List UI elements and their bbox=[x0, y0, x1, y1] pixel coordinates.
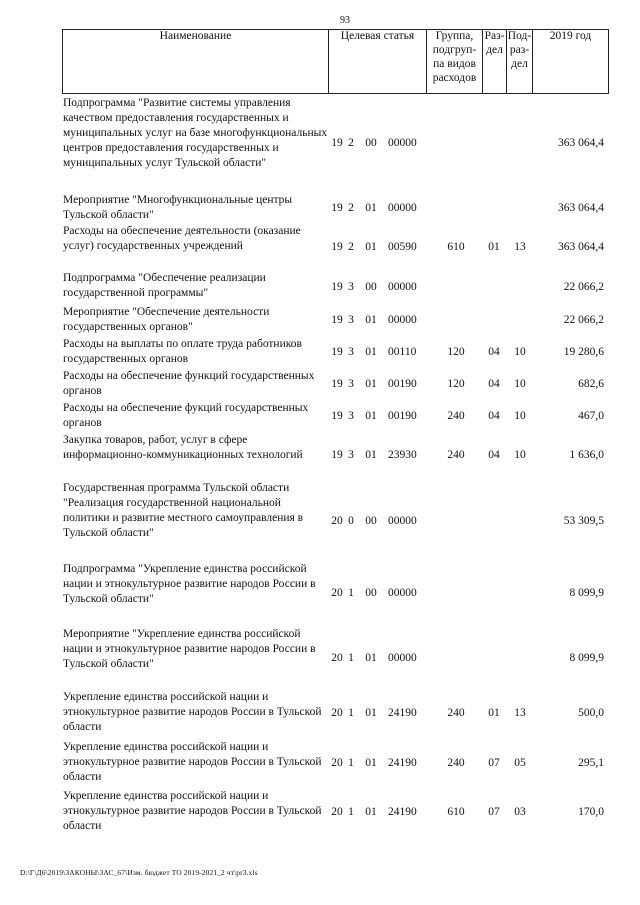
header-name: Наименование bbox=[159, 30, 232, 42]
row-section: 04 bbox=[488, 449, 500, 461]
row-subprogram: 3 bbox=[348, 449, 354, 461]
row-direction: 00000 bbox=[388, 587, 417, 599]
row-amount: 8 099,9 bbox=[569, 652, 604, 664]
row-program: 20 bbox=[331, 652, 343, 664]
row-direction: 00000 bbox=[388, 281, 417, 293]
row-main-event: 01 bbox=[365, 652, 377, 664]
row-main-event: 01 bbox=[365, 314, 377, 326]
row-name: Укрепление единства российской нации и этнокультурное развитие народов России в Тульской области bbox=[63, 741, 322, 783]
row-name: Укрепление единства российской нации и этнокультурное развитие народов России в Тульской области bbox=[63, 790, 322, 832]
row-direction: 24190 bbox=[388, 707, 417, 719]
row-amount: 467,0 bbox=[578, 410, 604, 422]
row-subprogram: 3 bbox=[348, 410, 354, 422]
row-direction: 24190 bbox=[388, 806, 417, 818]
row-subsection: 13 bbox=[514, 707, 526, 719]
row-amount: 19 280,6 bbox=[563, 346, 604, 358]
row-subsection: 10 bbox=[514, 346, 526, 358]
row-amount: 363 064,4 bbox=[558, 202, 604, 214]
row-subsection: 13 bbox=[514, 241, 526, 253]
row-program: 19 bbox=[331, 449, 343, 461]
row-name: Укрепление единства российской нации и этнокультурное развитие народов России в Тульской области bbox=[63, 691, 322, 733]
row-amount: 363 064,4 bbox=[558, 241, 604, 253]
row-direction: 00110 bbox=[388, 346, 417, 358]
row-name: Мероприятие "Многофункциональные центры Тульской области" bbox=[63, 194, 293, 221]
row-section: 04 bbox=[488, 346, 500, 358]
row-group: 240 bbox=[447, 757, 465, 769]
row-direction: 00590 bbox=[388, 241, 417, 253]
row-subprogram: 3 bbox=[348, 378, 354, 390]
row-name: Расходы на обеспечение деятельности (оказание услуг) государственных учреждений bbox=[63, 225, 301, 252]
row-group: 120 bbox=[447, 346, 465, 358]
row-direction: 24190 bbox=[388, 757, 417, 769]
header-group: Группа, подгруп- па видов расходов bbox=[432, 30, 477, 84]
row-subprogram: 3 bbox=[348, 281, 354, 293]
row-group: 240 bbox=[447, 410, 465, 422]
row-program: 19 bbox=[331, 346, 343, 358]
row-name: Расходы на обеспечение функций государственных органов bbox=[63, 370, 315, 397]
row-program: 19 bbox=[331, 137, 343, 149]
row-subprogram: 3 bbox=[348, 314, 354, 326]
row-name: Подпрограмма "Развитие системы управления качеством предоставления государственных и муниципальных услуг на базе многофункциональных центров предоставления государственных и муниципальных услуг Тульской области" bbox=[63, 97, 328, 169]
row-subsection: 03 bbox=[514, 806, 526, 818]
row-name: Государственная программа Тульской области "Реализация государственной национальной политики и развитие местного самоуправления в Тульской области" bbox=[63, 482, 304, 539]
row-program: 19 bbox=[331, 241, 343, 253]
row-subprogram: 1 bbox=[348, 707, 354, 719]
row-main-event: 01 bbox=[365, 202, 377, 214]
row-program: 20 bbox=[331, 806, 343, 818]
file-path-footer: D:\Г\Д6\2019\ЗАКОНЫ\ЗАС_67\Изм. бюджет ТО 2019-2021_2 чт\pr3.xls bbox=[20, 868, 258, 877]
row-name: Мероприятие "Обеспечение деятельности государственных органов" bbox=[63, 306, 270, 333]
row-subprogram: 1 bbox=[348, 652, 354, 664]
row-name: Подпрограмма "Обеспечение реализации государственной программы" bbox=[63, 272, 266, 299]
row-program: 19 bbox=[331, 378, 343, 390]
row-amount: 22 066,2 bbox=[563, 314, 604, 326]
row-section: 04 bbox=[488, 410, 500, 422]
row-program: 19 bbox=[331, 410, 343, 422]
row-direction: 00000 bbox=[388, 652, 417, 664]
row-main-event: 01 bbox=[365, 410, 377, 422]
page-number: 93 bbox=[340, 15, 350, 26]
row-subsection: 10 bbox=[514, 449, 526, 461]
row-section: 01 bbox=[488, 707, 500, 719]
row-subsection: 05 bbox=[514, 757, 526, 769]
row-subprogram: 1 bbox=[348, 806, 354, 818]
row-section: 07 bbox=[488, 806, 500, 818]
row-amount: 170,0 bbox=[578, 806, 604, 818]
row-program: 20 bbox=[331, 757, 343, 769]
row-subprogram: 2 bbox=[348, 241, 354, 253]
header-subsection: Под- раз- дел bbox=[507, 30, 532, 70]
header-section: Раз- дел bbox=[484, 30, 505, 56]
row-group: 610 bbox=[447, 806, 465, 818]
row-name: Мероприятие "Укрепление единства российской нации и этнокультурное развитие народов России в Тульской области" bbox=[63, 628, 316, 670]
row-main-event: 01 bbox=[365, 378, 377, 390]
row-direction: 00000 bbox=[388, 202, 417, 214]
row-subsection: 10 bbox=[514, 410, 526, 422]
row-name: Расходы на обеспечение фукций государственных органов bbox=[63, 402, 309, 429]
row-amount: 500,0 bbox=[578, 707, 604, 719]
row-amount: 682,6 bbox=[578, 378, 604, 390]
row-section: 07 bbox=[488, 757, 500, 769]
row-program: 20 bbox=[331, 587, 343, 599]
header-target-article: Целевая статья bbox=[340, 30, 415, 42]
row-subprogram: 0 bbox=[348, 515, 354, 527]
row-program: 19 bbox=[331, 281, 343, 293]
row-amount: 295,1 bbox=[578, 757, 604, 769]
row-amount: 53 309,5 bbox=[563, 515, 604, 527]
row-direction: 23930 bbox=[388, 449, 417, 461]
row-main-event: 01 bbox=[365, 757, 377, 769]
row-name: Подпрограмма "Укрепление единства российской нации и этнокультурное развитие народов России в Тульской области" bbox=[63, 563, 316, 605]
row-amount: 1 636,0 bbox=[569, 449, 604, 461]
row-program: 20 bbox=[331, 515, 343, 527]
row-subsection: 10 bbox=[514, 378, 526, 390]
row-amount: 363 064,4 bbox=[558, 137, 604, 149]
row-program: 19 bbox=[331, 202, 343, 214]
row-section: 01 bbox=[488, 241, 500, 253]
row-direction: 00190 bbox=[388, 378, 417, 390]
row-main-event: 01 bbox=[365, 707, 377, 719]
row-direction: 00000 bbox=[388, 137, 417, 149]
header-year: 2019 год bbox=[549, 30, 592, 42]
row-direction: 00000 bbox=[388, 314, 417, 326]
row-name: Расходы на выплаты по оплате труда работников государственных органов bbox=[63, 338, 302, 365]
row-main-event: 00 bbox=[365, 137, 377, 149]
row-main-event: 01 bbox=[365, 449, 377, 461]
row-group: 610 bbox=[447, 241, 465, 253]
row-subprogram: 3 bbox=[348, 346, 354, 358]
row-amount: 22 066,2 bbox=[563, 281, 604, 293]
row-main-event: 00 bbox=[365, 515, 377, 527]
row-group: 240 bbox=[447, 707, 465, 719]
row-group: 120 bbox=[447, 378, 465, 390]
row-main-event: 00 bbox=[365, 587, 377, 599]
row-subprogram: 1 bbox=[348, 757, 354, 769]
row-main-event: 01 bbox=[365, 346, 377, 358]
row-subprogram: 1 bbox=[348, 587, 354, 599]
row-main-event: 01 bbox=[365, 806, 377, 818]
row-group: 240 bbox=[447, 449, 465, 461]
row-direction: 00000 bbox=[388, 515, 417, 527]
row-subprogram: 2 bbox=[348, 137, 354, 149]
row-main-event: 01 bbox=[365, 241, 377, 253]
row-name: Закупка товаров, работ, услуг в сфере информационно-коммуникационных технологий bbox=[63, 434, 303, 461]
row-amount: 8 099,9 bbox=[569, 587, 604, 599]
row-program: 20 bbox=[331, 707, 343, 719]
row-program: 19 bbox=[331, 314, 343, 326]
row-main-event: 00 bbox=[365, 281, 377, 293]
row-section: 04 bbox=[488, 378, 500, 390]
row-subprogram: 2 bbox=[348, 202, 354, 214]
row-direction: 00190 bbox=[388, 410, 417, 422]
